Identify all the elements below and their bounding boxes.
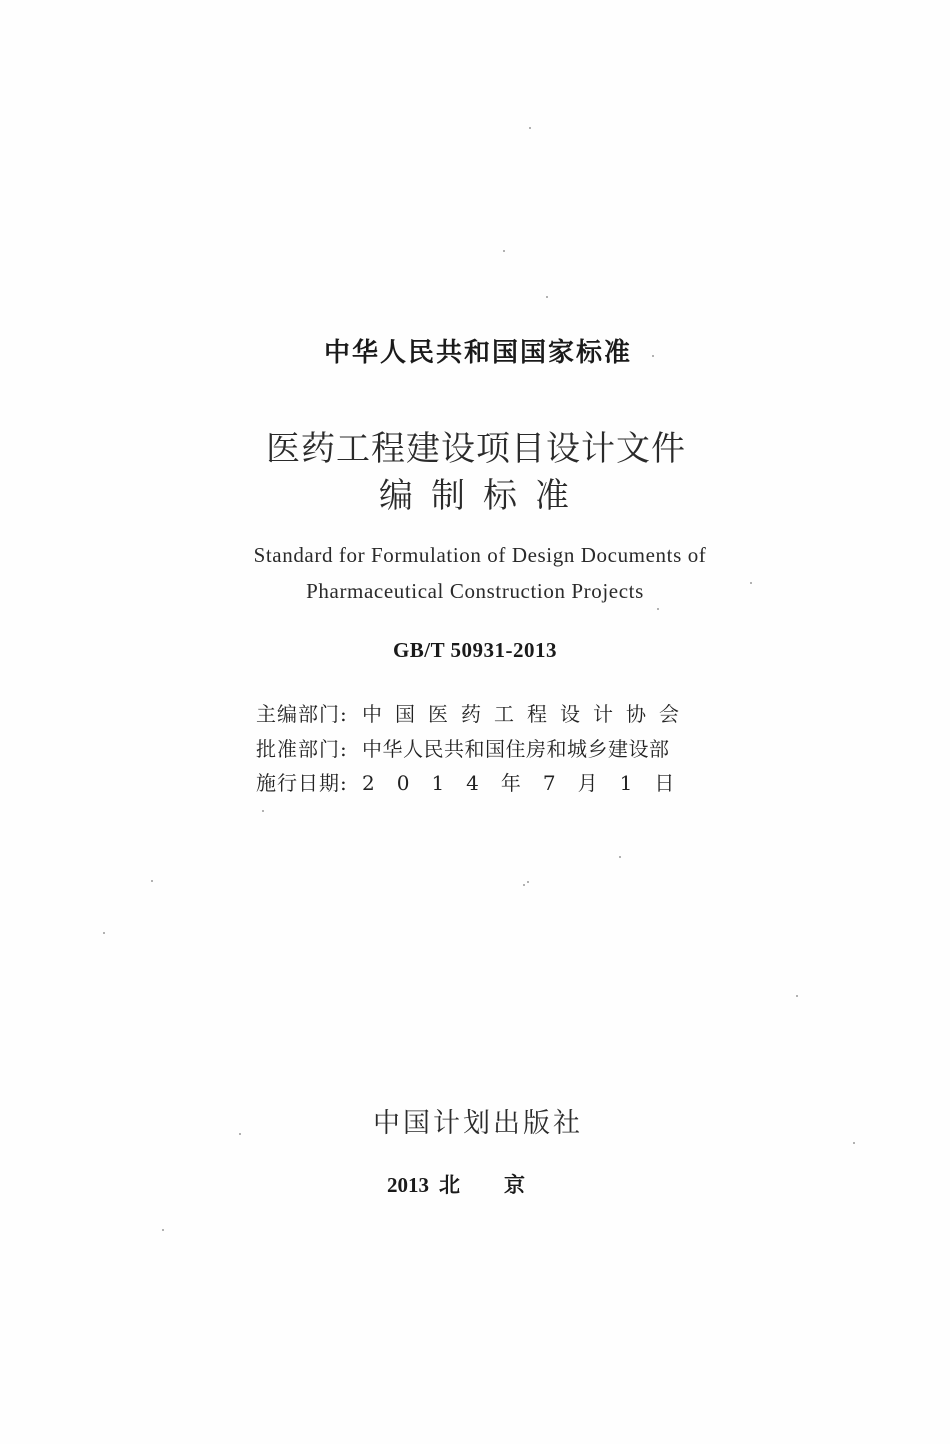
scan-speck bbox=[162, 1229, 164, 1231]
scan-speck bbox=[503, 250, 505, 252]
effective-date-value: 2014年7月1日 bbox=[362, 771, 697, 795]
scan-speck bbox=[103, 932, 105, 934]
scan-speck bbox=[239, 1133, 241, 1135]
approver-value: 中华人民共和国住房和城乡建设部 bbox=[362, 737, 670, 761]
effective-date-row bbox=[256, 767, 696, 796]
effective-date-label: 施行日期: bbox=[256, 771, 348, 795]
series-title: 中华人民共和国国家标准 bbox=[323, 338, 632, 368]
scan-speck bbox=[750, 582, 752, 584]
scan-speck bbox=[151, 880, 153, 882]
publication-line bbox=[0, 1169, 950, 1199]
publication-city: 北京 bbox=[439, 1173, 569, 1197]
scan-speck bbox=[657, 608, 659, 610]
scan-speck bbox=[619, 856, 621, 858]
editor-label: 主编部门: bbox=[256, 702, 348, 726]
scan-speck bbox=[523, 884, 525, 886]
scan-speck bbox=[546, 296, 548, 298]
publisher-name: 中国计划出版社 bbox=[373, 1108, 583, 1139]
standard-code: GB/T 50931-2013 bbox=[392, 638, 558, 662]
approver-label: 批准部门: bbox=[256, 737, 348, 761]
publication-year: 2013 bbox=[387, 1173, 429, 1197]
scan-speck bbox=[796, 995, 798, 997]
scan-speck bbox=[527, 881, 529, 883]
english-title-line-2: Pharmaceutical Construction Projects bbox=[306, 579, 644, 603]
approver-row bbox=[256, 733, 670, 762]
chinese-title-line-1: 医药工程建设项目设计文件 bbox=[266, 429, 686, 469]
scan-speck bbox=[652, 355, 654, 357]
chinese-title-line-2: 编制标准 bbox=[379, 476, 587, 516]
scan-speck bbox=[529, 127, 531, 129]
editor-row bbox=[256, 698, 692, 727]
english-title-line-1: Standard for Formulation of Design Documents of bbox=[253, 543, 707, 567]
editor-value: 中国医药工程设计协会 bbox=[362, 702, 692, 726]
scan-speck bbox=[262, 810, 264, 812]
scan-speck bbox=[853, 1142, 855, 1144]
